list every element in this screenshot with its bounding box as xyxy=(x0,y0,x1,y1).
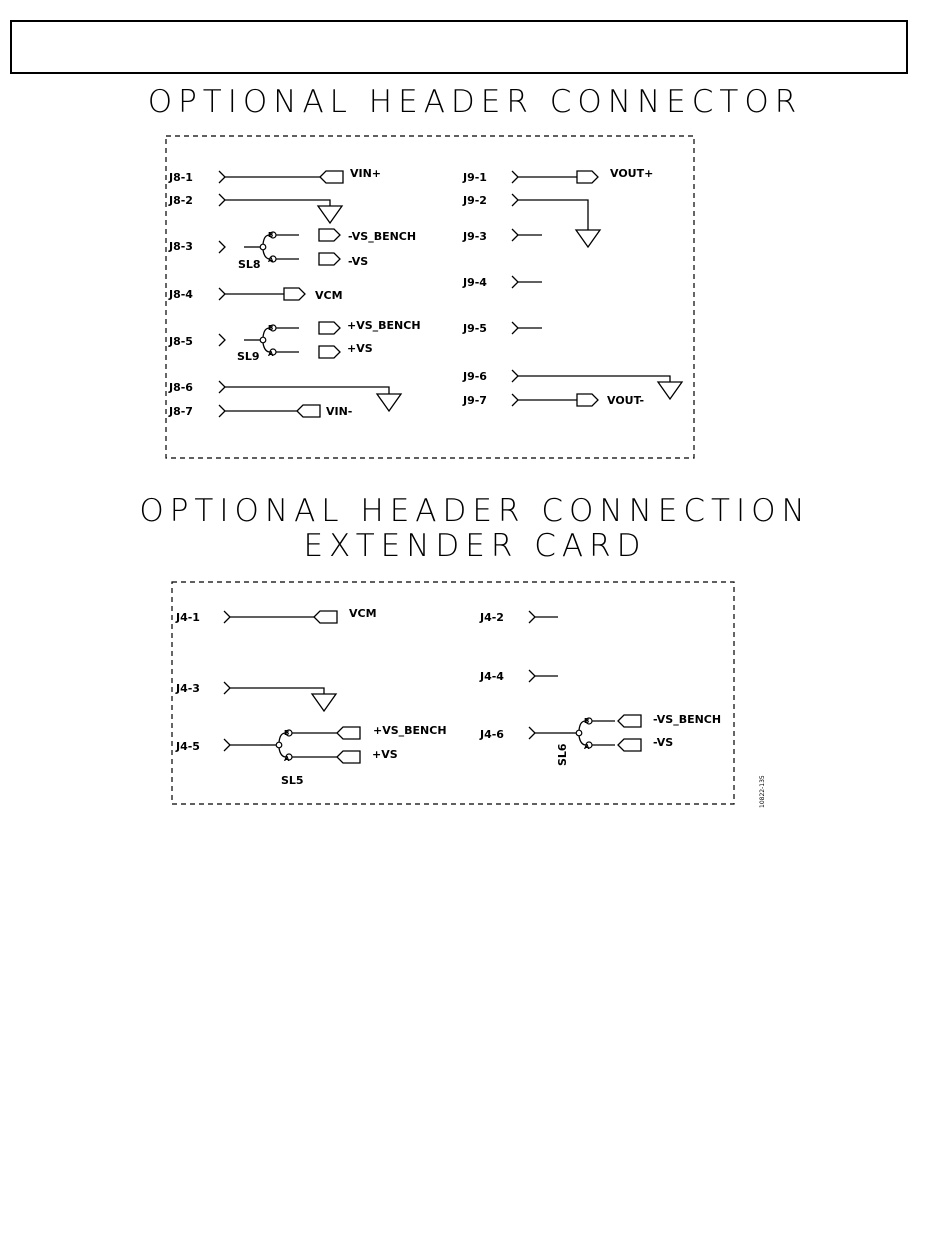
pin-chevron xyxy=(512,276,518,288)
jumper-pin-b: B xyxy=(268,324,274,332)
j9-3-label: J9-3 xyxy=(463,230,487,243)
net-label-pos-vs: +VS xyxy=(372,748,398,761)
net-label-pos-vs: +VS xyxy=(347,342,373,355)
j4-4-label: J4-4 xyxy=(480,670,504,683)
pin-chevron xyxy=(219,334,225,346)
ground-symbol xyxy=(312,694,336,711)
jumper-pin-a: A xyxy=(268,256,274,264)
net-label-vcm: VCM xyxy=(315,289,343,302)
header-connector-border xyxy=(166,136,694,458)
j9-5-label: J9-5 xyxy=(463,322,487,335)
j8-4-label: J8-4 xyxy=(169,288,193,301)
j8-1-label: J8-1 xyxy=(169,171,193,184)
pin-chevron xyxy=(512,171,518,183)
pin-chevron xyxy=(219,241,225,253)
net-port-neg-vs xyxy=(618,739,641,751)
j9-1-label: J9-1 xyxy=(463,171,487,184)
net-label-vin-pos: VIN+ xyxy=(350,167,382,180)
j4-6-label: J4-6 xyxy=(480,728,504,741)
pin-chevron xyxy=(224,611,230,623)
net-label-vin-neg: VIN- xyxy=(326,405,353,418)
pin-chevron xyxy=(512,394,518,406)
jumper-pin-a: A xyxy=(284,755,290,763)
wire xyxy=(230,688,324,694)
net-port-neg-vs-bench xyxy=(618,715,641,727)
extender-card-border xyxy=(172,582,734,804)
net-port-pos-vs xyxy=(319,346,340,358)
j4-3-label: J4-3 xyxy=(176,682,200,695)
pin-chevron xyxy=(219,381,225,393)
pin-chevron xyxy=(512,229,518,241)
j8-2-label: J8-2 xyxy=(169,194,193,207)
pin-chevron xyxy=(219,405,225,417)
net-label-pos-vs-bench: +VS_BENCH xyxy=(347,319,421,332)
wire xyxy=(518,376,670,382)
ground-symbol xyxy=(658,382,682,399)
net-port-vcm xyxy=(284,288,305,300)
j8-3-label: J8-3 xyxy=(169,240,193,253)
pin-chevron xyxy=(512,322,518,334)
net-label-neg-vs-bench: -VS_BENCH xyxy=(348,230,417,243)
pin-chevron xyxy=(512,370,518,382)
jumper-label-sl9: SL9 xyxy=(237,350,260,363)
net-port-vin-neg xyxy=(297,405,320,417)
pin-chevron xyxy=(219,171,225,183)
j4-5-label: J4-5 xyxy=(176,740,200,753)
pin-chevron xyxy=(224,682,230,694)
section-title-extender-line2: EXTENDER CARD xyxy=(303,528,647,564)
j8-5-label: J8-5 xyxy=(169,335,193,348)
section-title-extender-line1: OPTIONAL HEADER CONNECTION xyxy=(139,493,811,529)
jumper-pin-a: A xyxy=(268,350,274,358)
net-label-pos-vs-bench: +VS_BENCH xyxy=(373,724,447,737)
pin-chevron xyxy=(529,727,535,739)
net-port-neg-vs xyxy=(319,253,340,265)
wire xyxy=(518,200,588,230)
net-port-vout-pos xyxy=(577,171,598,183)
net-port-pos-vs-bench xyxy=(337,727,360,739)
jumper-label-sl5: SL5 xyxy=(281,774,304,787)
wire xyxy=(225,200,330,206)
net-label-neg-vs: -VS xyxy=(653,736,674,749)
net-port-vin-pos xyxy=(320,171,343,183)
net-label-neg-vs-bench: -VS_BENCH xyxy=(653,713,722,726)
pin-chevron xyxy=(512,194,518,206)
pin-chevron xyxy=(219,288,225,300)
ground-symbol xyxy=(576,230,600,247)
j9-2-label: J9-2 xyxy=(463,194,487,207)
j8-7-label: J8-7 xyxy=(169,405,193,418)
jumper-pin-b: B xyxy=(284,729,290,737)
pin-chevron xyxy=(224,739,230,751)
jumper-pin-a: A xyxy=(584,743,590,751)
j4-1-label: J4-1 xyxy=(176,611,200,624)
net-label-vout-pos: VOUT+ xyxy=(610,167,654,180)
net-label-vcm: VCM xyxy=(349,607,377,620)
j4-2-label: J4-2 xyxy=(480,611,504,624)
pin-chevron xyxy=(529,611,535,623)
j9-7-label: J9-7 xyxy=(463,394,487,407)
pin-chevron xyxy=(219,194,225,206)
net-label-neg-vs: -VS xyxy=(348,255,369,268)
net-port-pos-vs-bench xyxy=(319,322,340,334)
j8-6-label: J8-6 xyxy=(169,381,193,394)
net-label-vout-neg: VOUT- xyxy=(607,394,645,407)
ground-symbol xyxy=(318,206,342,223)
net-port-vcm xyxy=(314,611,337,623)
jumper-label-sl8: SL8 xyxy=(238,258,261,271)
jumper-pin-b: B xyxy=(268,231,274,239)
jumper-label-sl6: SL6 xyxy=(556,743,569,766)
net-port-vout-neg xyxy=(577,394,598,406)
wire xyxy=(225,387,389,394)
pin-chevron xyxy=(529,670,535,682)
section-title-header-connector: OPTIONAL HEADER CONNECTOR xyxy=(147,84,803,120)
jumper-pin-b: B xyxy=(584,717,590,725)
net-port-pos-vs xyxy=(337,751,360,763)
j9-4-label: J9-4 xyxy=(463,276,487,289)
figure-id: 10822-135 xyxy=(759,775,766,808)
j9-6-label: J9-6 xyxy=(463,370,487,383)
ground-symbol xyxy=(377,394,401,411)
net-port-neg-vs-bench xyxy=(319,229,340,241)
